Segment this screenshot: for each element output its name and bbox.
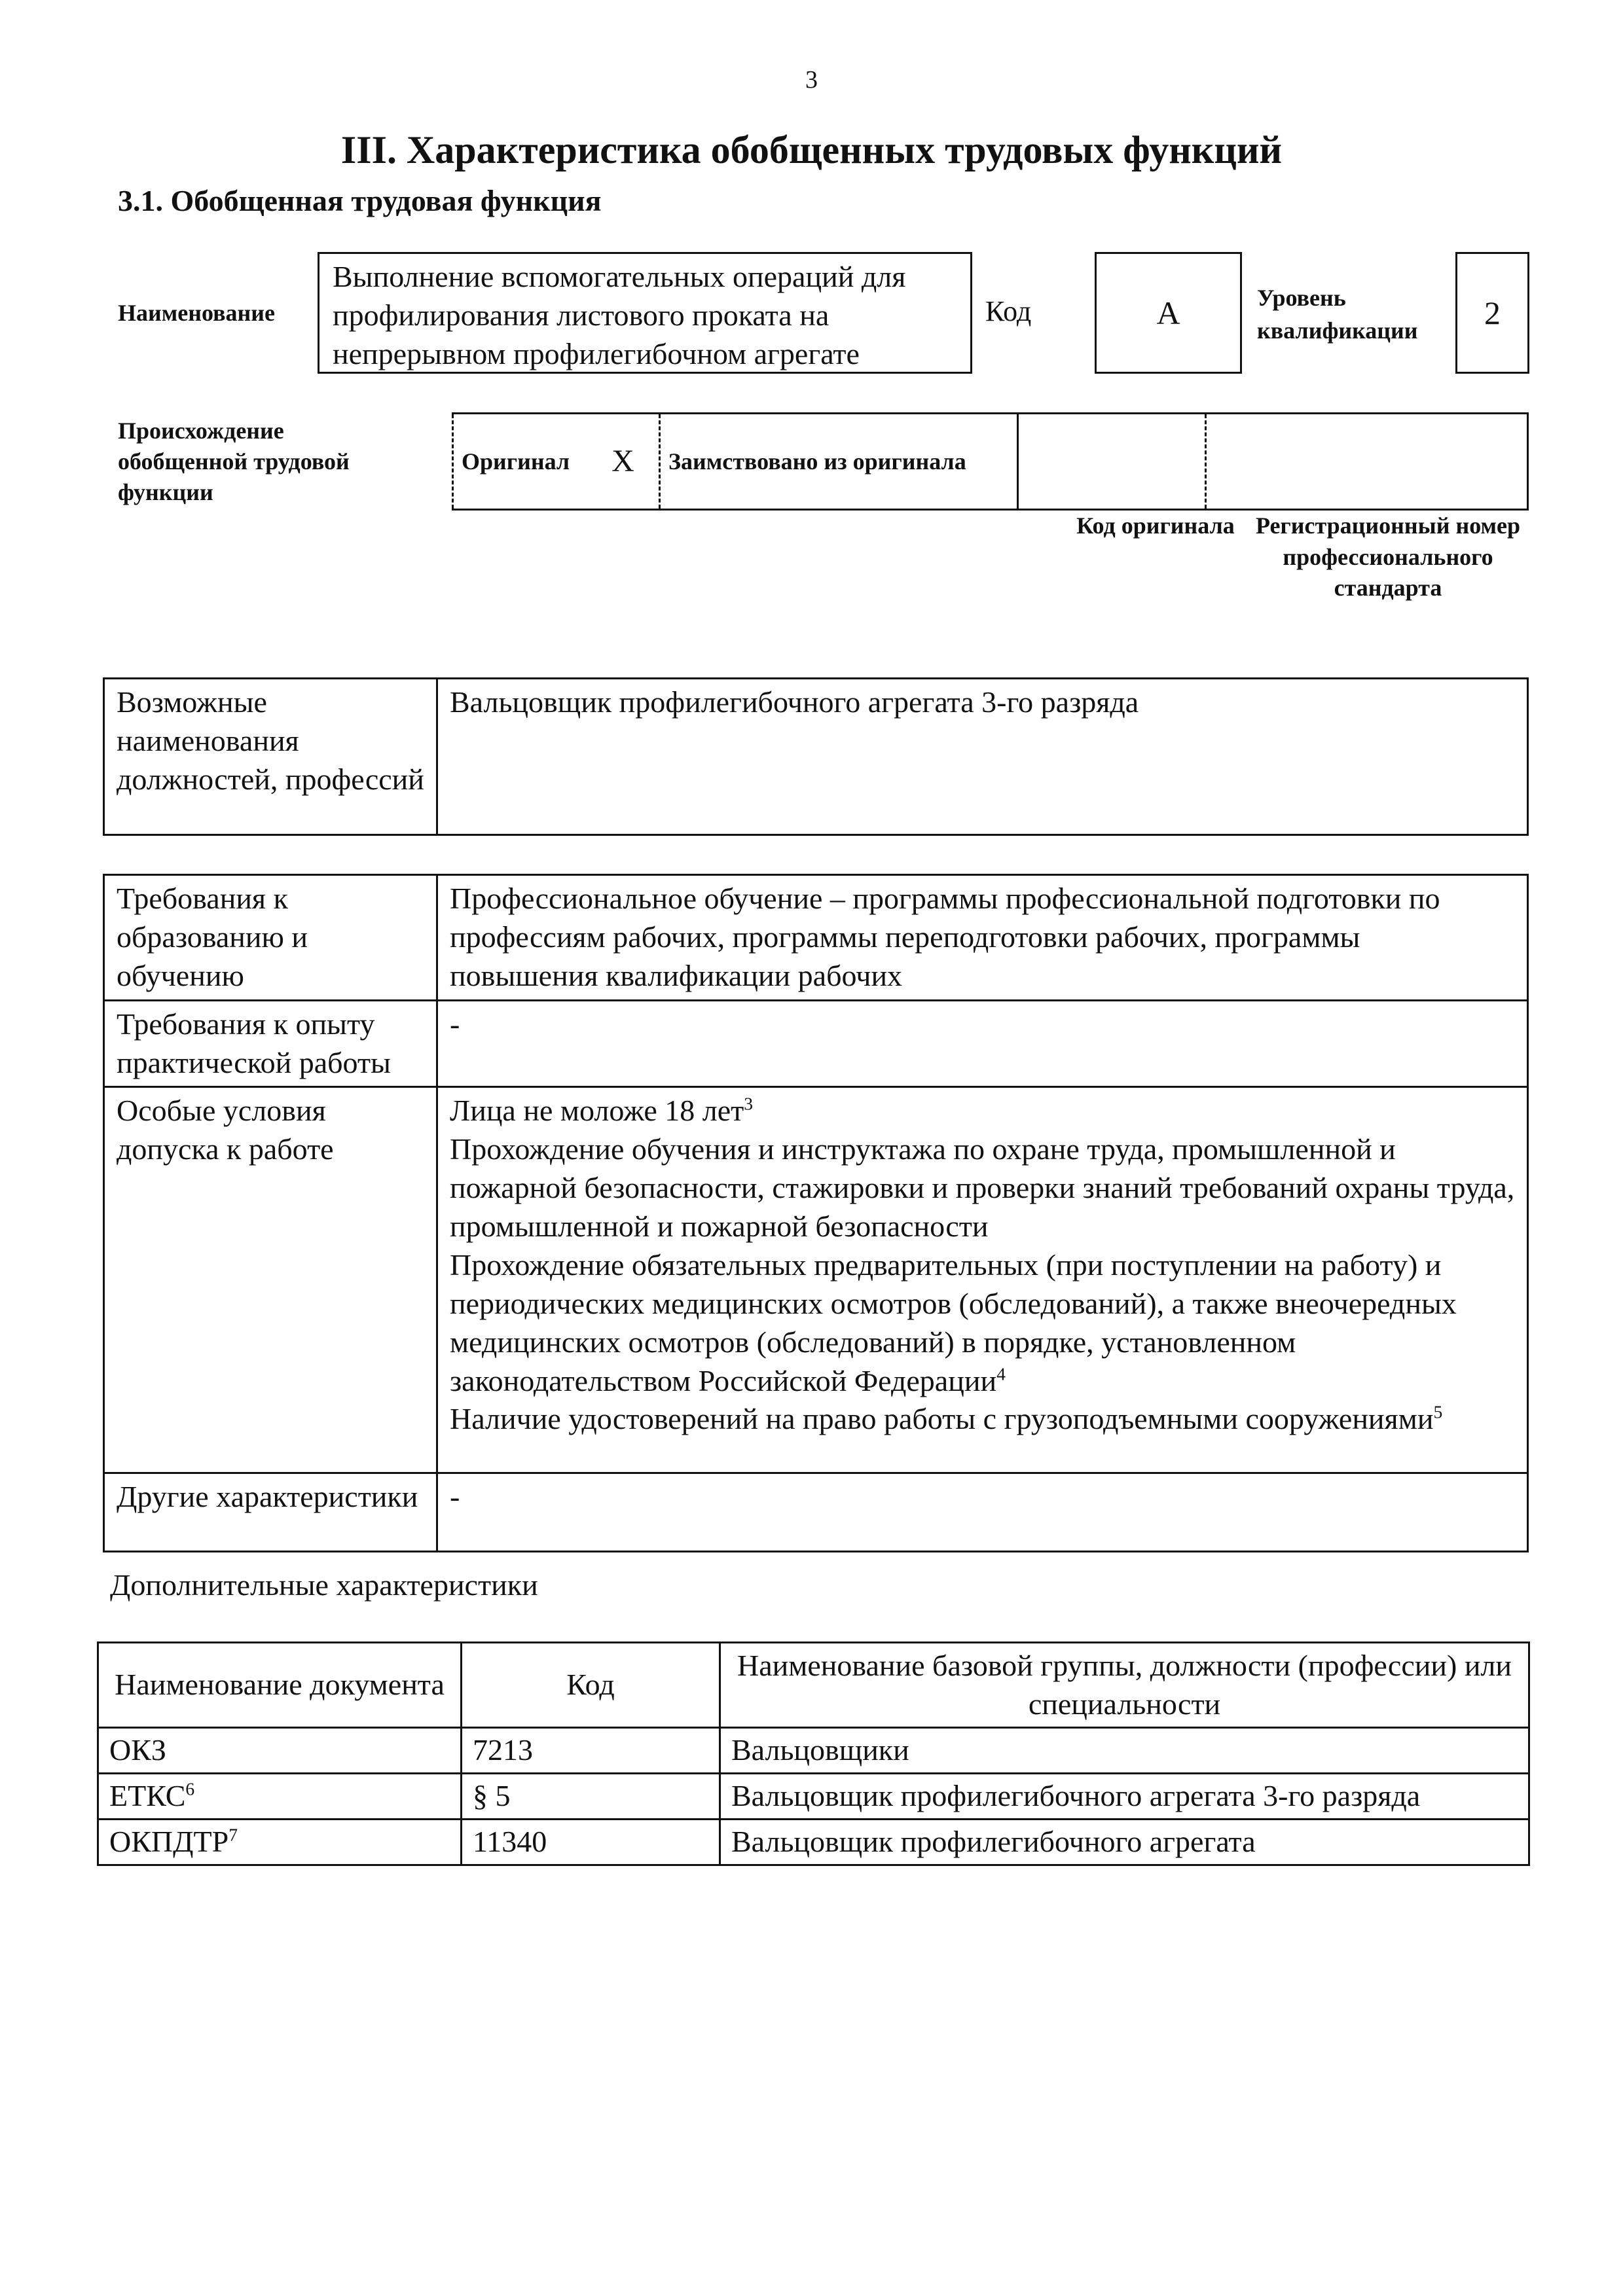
condition-item: Лица не моложе 18 лет$^3$ <box>450 1094 754 1128</box>
doc-name: ОКЗ <box>109 1733 166 1767</box>
origin-table <box>452 412 1529 511</box>
header-code: Код <box>462 1643 720 1728</box>
origin-label: Происхождение обобщенной трудовой функции <box>118 418 350 505</box>
code-label: Код <box>985 295 1032 327</box>
requirements-table <box>103 874 1529 1552</box>
experience-value: - <box>437 1000 1528 1087</box>
reg-caption: Регистрационный номер профессионального стандарта <box>1255 512 1521 601</box>
positions-label: Возможные наименования должностей, профессий <box>104 679 437 835</box>
condition-item: Прохождение обучения и инструктажа по охране труда, промышленной и пожарной безопасности, стажировки и проверки знаний требований охраны труда, промышленной и пожарной безопасности <box>450 1132 1515 1243</box>
footnote-mark: 6 <box>185 1778 195 1799</box>
condition-item: Наличие удостоверений на право работы с грузоподъемными сооружениями$^5$ <box>450 1402 1443 1436</box>
footnote-mark: 5 <box>1433 1402 1443 1423</box>
doc-name: ЕТКС <box>109 1778 186 1812</box>
extra-title: Дополнительные характеристики <box>110 1568 538 1602</box>
header-name: Наименование базовой группы, должности (профессии) или специальности <box>720 1643 1529 1728</box>
code-value-box: А <box>1095 252 1242 374</box>
other-label: Другие характеристики <box>104 1473 437 1552</box>
page-number: 3 <box>805 66 818 94</box>
section-title: III. Характеристика обобщенных трудовых функций <box>340 128 1283 171</box>
doc-code: § 5 <box>462 1773 720 1819</box>
footnote-mark: 4 <box>996 1363 1006 1384</box>
doc-title: Вальцовщик профилегибочного агрегата <box>720 1819 1529 1865</box>
doc-title: Вальцовщики <box>720 1728 1529 1774</box>
code-caption: Код оригинала <box>1076 512 1235 539</box>
doc-title: Вальцовщик профилегибочного агрегата 3-го разряда <box>720 1773 1529 1819</box>
table-row <box>98 1728 1529 1774</box>
original-mark: X <box>587 414 660 510</box>
other-value: - <box>437 1473 1528 1552</box>
experience-label: Требования к опыту практической работы <box>104 1000 437 1087</box>
level-value-box: 2 <box>1455 252 1529 374</box>
doc-name: ОКПДТР <box>109 1824 229 1858</box>
conditions-label: Особые условия допуска к работе <box>104 1087 437 1473</box>
positions-value: Вальцовщик профилегибочного агрегата 3-го разряда <box>437 679 1528 835</box>
doc-code: 11340 <box>462 1819 720 1865</box>
header-document: Наименование документа <box>98 1643 462 1728</box>
footnote-mark: 3 <box>744 1094 754 1115</box>
original-code-cell <box>1018 414 1206 510</box>
footnote-mark: 7 <box>228 1824 238 1845</box>
doc-code: 7213 <box>462 1728 720 1774</box>
condition-item: Прохождение обязательных предварительных (при поступлении на работу) и периодических медицинских осмотров (обследований), а также внеочередных медицинских осмотров (обследований) в порядке, установленном законодательством Российской Федерации$^4$ <box>450 1247 1457 1397</box>
table-row <box>98 1819 1529 1865</box>
education-value: Профессиональное обучение – программы профессиональной подготовки по профессиям рабочих, программы переподготовки рабочих, программы повышения квалификации рабочих <box>437 875 1528 1001</box>
education-label: Требования к образованию и обучению <box>104 875 437 1001</box>
positions-table <box>103 677 1529 836</box>
conditions-value <box>437 1087 1528 1473</box>
table-row <box>98 1773 1529 1819</box>
borrowed-label: Заимствовано из оригинала <box>660 414 1018 510</box>
function-name-box: Выполнение вспомогательных операций для профилирования листового проката на непрерывном профилегибочном агрегате <box>318 252 972 374</box>
original-label: Оригинал <box>453 414 588 510</box>
reg-number-cell <box>1206 414 1528 510</box>
name-label: Наименование <box>118 300 275 326</box>
level-label: Уровень квалификации <box>1257 285 1418 344</box>
subsection-title: 3.1. Обобщенная трудовая функция <box>118 184 602 217</box>
extra-table <box>97 1641 1530 1866</box>
